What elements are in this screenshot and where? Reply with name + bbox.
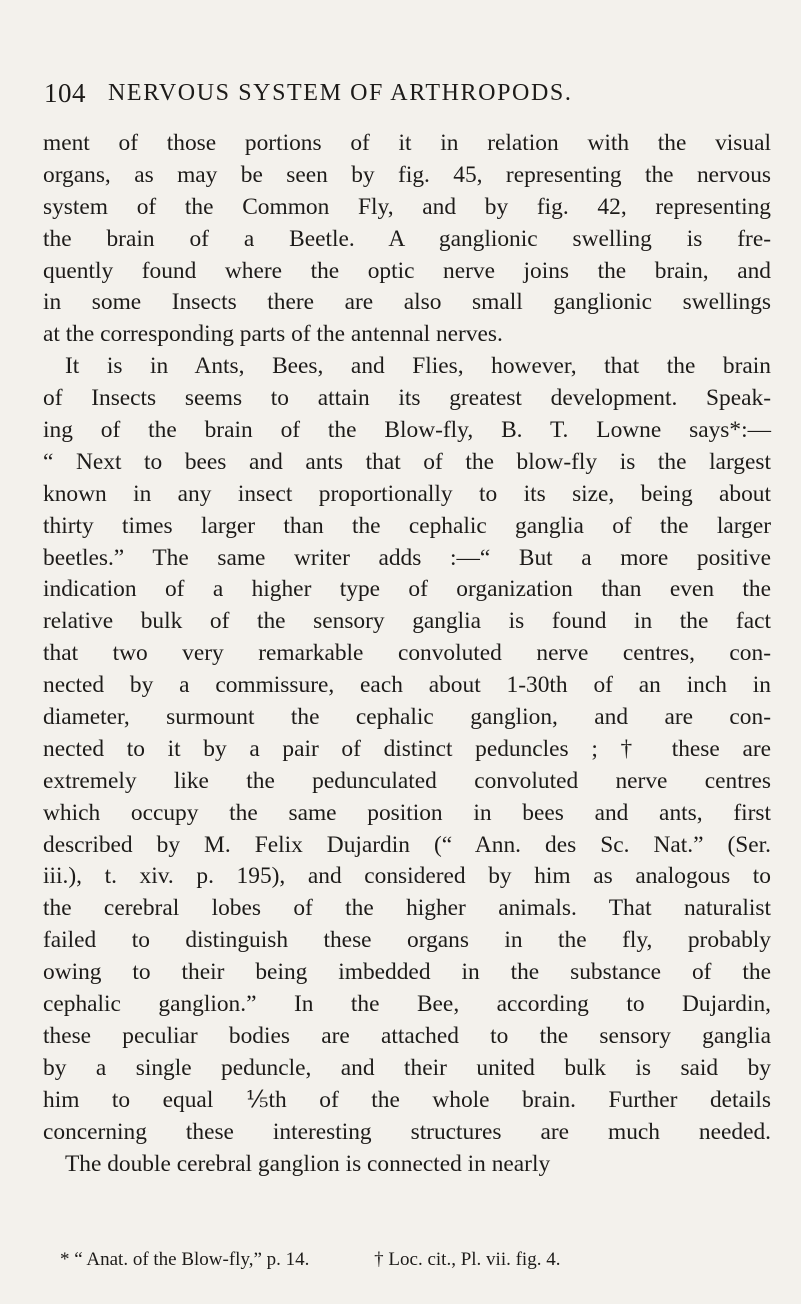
text-line: concerning these interesting structures are much needed. <box>43 1118 771 1145</box>
footnote-dagger: † Loc. cit., Pl. vii. fig. 4. <box>374 1249 561 1270</box>
text-line: beetles.” The same writer adds :—“ But a more positive <box>43 544 771 571</box>
text-line: him to equal ⅕th of the whole brain. Further details <box>43 1086 771 1113</box>
text-line: “ Next to bees and ants that of the blow-fly is the largest <box>43 448 771 475</box>
text-line: ment of those portions of it in relation with the visual <box>43 130 771 156</box>
text-line: that two very remarkable convoluted nerve centres, con- <box>43 640 771 667</box>
text-line: system of the Common Fly, and by fig. 42, representing <box>43 193 771 220</box>
text-line: nected to it by a pair of distinct peduncles ; † these are <box>43 735 771 762</box>
text-line: indication of a higher type of organization than even the <box>43 576 771 603</box>
text-line: diameter, surmount the cephalic ganglion, and are con- <box>43 704 771 731</box>
text-line: the brain of a Beetle. A ganglionic swelling is fre- <box>43 225 771 252</box>
text-line: failed to distinguish these organs in the fly, probably <box>43 927 771 954</box>
running-head: NERVOUS SYSTEM OF ARTHROPODS. <box>108 80 573 106</box>
text-line: quently found where the optic nerve joins the brain, and <box>43 257 771 284</box>
text-line: the cerebral lobes of the higher animals. That naturalist <box>43 895 771 922</box>
text-line: cephalic ganglion.” In the Bee, according to Dujardin, <box>43 991 771 1018</box>
text-line: described by M. Felix Dujardin (“ Ann. des Sc. Nat.” (Ser. <box>43 831 771 858</box>
footnote-asterisk: * “ Anat. of the Blow-fly,” p. 14. <box>60 1249 310 1270</box>
text-line: at the corresponding parts of the antennal nerves. <box>43 321 503 348</box>
text-line: thirty times larger than the cephalic ganglia of the larger <box>43 512 771 539</box>
page-number: 104 <box>44 78 86 108</box>
text-line: known in any insect proportionally to its size, being about <box>43 480 771 507</box>
text-line: extremely like the pedunculated convoluted nerve centres <box>43 767 771 794</box>
text-line: It is in Ants, Bees, and Flies, however, that the brain <box>65 353 771 380</box>
text-line: nected by a commissure, each about 1-30th of an inch in <box>43 672 771 699</box>
page-header <box>44 78 784 114</box>
text-line: these peculiar bodies are attached to the sensory ganglia <box>43 1022 771 1049</box>
text-line: organs, as may be seen by fig. 45, representing the nervous <box>43 161 771 188</box>
text-line: The double cerebral ganglion is connected in nearly <box>65 1150 551 1177</box>
text-line: of Insects seems to attain its greatest development. Speak- <box>43 385 771 412</box>
text-line: in some Insects there are also small ganglionic swellings <box>43 289 771 316</box>
text-line: ing of the brain of the Blow-fly, B. T. Lowne says*:— <box>43 417 771 444</box>
text-line: relative bulk of the sensory ganglia is found in the fact <box>43 608 771 635</box>
body-text <box>43 128 771 1180</box>
text-line: by a single peduncle, and their united bulk is said by <box>43 1054 771 1081</box>
text-line: which occupy the same position in bees and ants, first <box>43 799 771 826</box>
footnotes <box>60 1249 760 1271</box>
text-line: owing to their being imbedded in the substance of the <box>43 959 771 986</box>
text-line: iii.), t. xiv. p. 195), and considered by him as analogous to <box>43 863 771 890</box>
